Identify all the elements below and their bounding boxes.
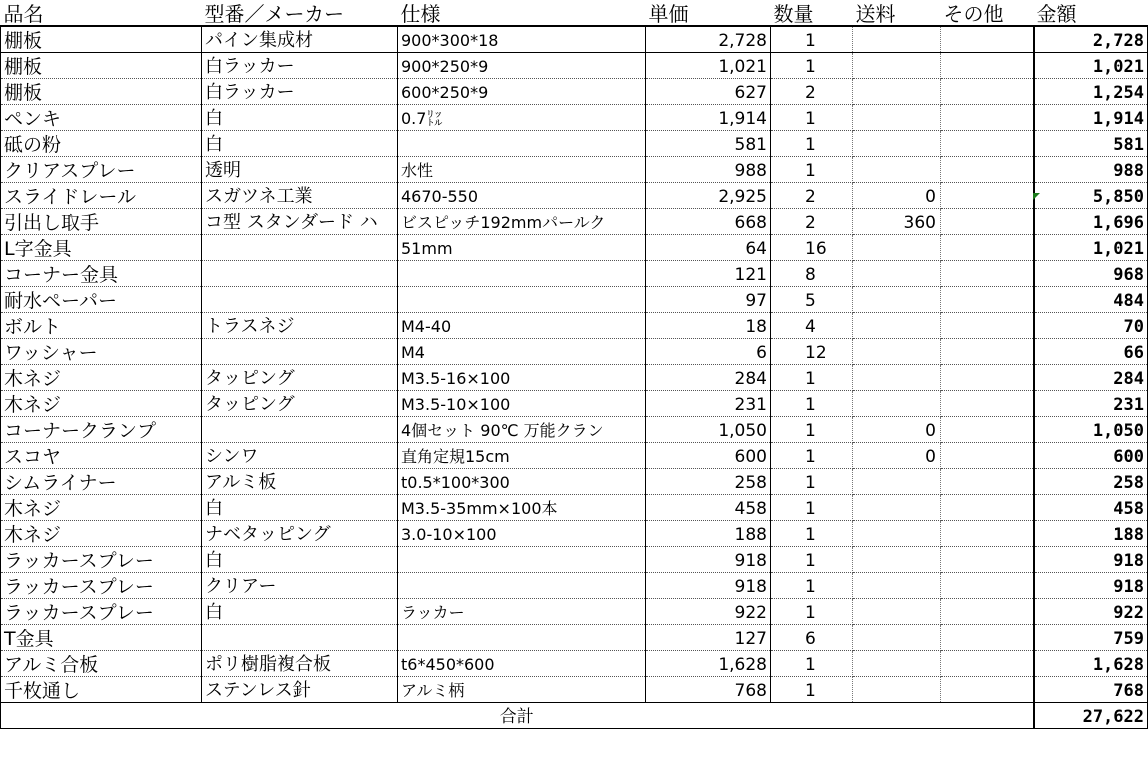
cell-shipping[interactable] [853,53,941,79]
cell-spec[interactable]: ビスピッチ192mmパールク [398,209,646,235]
cell-other[interactable] [941,261,1034,287]
cell-name[interactable]: 木ネジ [1,521,202,547]
cell-model[interactable]: 白 [202,105,398,131]
cell-name[interactable]: コーナー金具 [1,261,202,287]
cell-shipping[interactable] [853,339,941,365]
cell-other[interactable] [941,53,1034,79]
cell-unit-price[interactable]: 988 [646,157,771,183]
cell-amount[interactable]: 918 [1034,547,1148,573]
cell-model[interactable] [202,625,398,651]
cell-unit-price[interactable]: 64 [646,235,771,261]
cell-spec[interactable] [398,547,646,573]
cell-name[interactable]: 砥の粉 [1,131,202,157]
cell-spec[interactable] [398,261,646,287]
cell-other[interactable] [941,365,1034,391]
cell-spec[interactable]: 3.0-10×100 [398,521,646,547]
cell-unit-price[interactable]: 284 [646,365,771,391]
cell-other[interactable] [941,79,1034,105]
cell-unit-price[interactable]: 627 [646,79,771,105]
cell-name[interactable]: 木ネジ [1,495,202,521]
cell-unit-price[interactable]: 97 [646,287,771,313]
cell-spec[interactable] [398,131,646,157]
cell-unit-price[interactable]: 231 [646,391,771,417]
header-other[interactable]: その他 [941,0,1034,26]
cell-qty[interactable]: 1 [771,157,853,183]
cell-spec[interactable]: 51mm [398,235,646,261]
cell-other[interactable] [941,209,1034,235]
cell-other[interactable] [941,547,1034,573]
cell-qty[interactable]: 1 [771,599,853,625]
cell-unit-price[interactable]: 121 [646,261,771,287]
cell-model[interactable]: ナベタッピング [202,521,398,547]
cell-qty[interactable]: 1 [771,443,853,469]
cell-amount[interactable]: 1,021 [1034,53,1148,79]
cell-spec[interactable]: M3.5-10×100 [398,391,646,417]
cell-amount[interactable]: 768 [1034,677,1148,703]
cell-name[interactable]: ワッシャー [1,339,202,365]
cell-spec[interactable]: M4-40 [398,313,646,339]
cell-qty[interactable]: 12 [771,339,853,365]
cell-model[interactable]: ステンレス針 [202,677,398,703]
cell-unit-price[interactable]: 6 [646,339,771,365]
cell-qty[interactable]: 1 [771,53,853,79]
cell-qty[interactable]: 1 [771,365,853,391]
cell-shipping[interactable]: 0 [853,183,941,209]
cell-name[interactable]: 木ネジ [1,391,202,417]
cell-amount[interactable]: 1,628 [1034,651,1148,677]
cell-qty[interactable]: 6 [771,625,853,651]
cell-model[interactable]: 透明 [202,157,398,183]
cell-name[interactable]: ラッカースプレー [1,573,202,599]
cell-qty[interactable]: 1 [771,677,853,703]
cell-qty[interactable]: 5 [771,287,853,313]
cell-name[interactable]: クリアスプレー [1,157,202,183]
cell-name[interactable]: コーナークランプ [1,417,202,443]
cell-unit-price[interactable]: 768 [646,677,771,703]
table-row [1,677,1148,703]
table-row [1,469,1148,495]
cell-spec[interactable] [398,287,646,313]
cell-other[interactable] [941,417,1034,443]
cell-other[interactable] [941,183,1034,209]
cell-spec[interactable]: 600*250*9 [398,79,646,105]
cell-model[interactable]: シンワ [202,443,398,469]
cell-amount[interactable]: 70 [1034,313,1148,339]
cell-other[interactable] [941,651,1034,677]
cell-model[interactable] [202,339,398,365]
cell-shipping[interactable] [853,469,941,495]
cell-model[interactable]: タッピング [202,365,398,391]
cell-comment-marker [1033,193,1040,200]
cell-qty[interactable]: 2 [771,79,853,105]
cell-shipping[interactable] [853,521,941,547]
cell-unit-price[interactable]: 918 [646,573,771,599]
table-row [1,443,1148,469]
cell-shipping[interactable] [853,677,941,703]
cell-name[interactable]: スライドレール [1,183,202,209]
table-row [1,495,1148,521]
cell-unit-price[interactable]: 918 [646,547,771,573]
cell-shipping[interactable] [853,495,941,521]
cell-other[interactable] [941,573,1034,599]
cell-name[interactable]: ラッカースプレー [1,599,202,625]
cell-other[interactable] [941,313,1034,339]
cell-shipping[interactable] [853,235,941,261]
cell-name[interactable]: 引出し取手 [1,209,202,235]
cell-amount[interactable]: 600 [1034,443,1148,469]
table-row [1,183,1148,209]
cell-unit-price[interactable]: 1,914 [646,105,771,131]
cell-amount[interactable]: 581 [1034,131,1148,157]
header-name[interactable]: 品名 [1,0,202,26]
cell-name[interactable]: L字金具 [1,235,202,261]
cell-model[interactable]: スガツネ工業 [202,183,398,209]
cell-spec[interactable]: 直角定規15cm [398,443,646,469]
cell-other[interactable] [941,235,1034,261]
cell-other[interactable] [941,131,1034,157]
table-row [1,235,1148,261]
cell-model[interactable]: コ型 スタンダード ハ [202,209,398,235]
cell-shipping[interactable] [853,599,941,625]
cell-qty[interactable]: 1 [771,391,853,417]
header-qty[interactable]: 数量 [771,0,853,26]
table-body [1,26,1148,703]
header-unit-price[interactable]: 単価 [646,0,771,26]
cell-model[interactable]: トラスネジ [202,313,398,339]
cell-name[interactable]: 棚板 [1,79,202,105]
table-row [1,365,1148,391]
cell-shipping[interactable] [853,261,941,287]
cell-spec[interactable]: アルミ柄 [398,677,646,703]
cell-spec[interactable]: t0.5*100*300 [398,469,646,495]
cell-qty[interactable]: 16 [771,235,853,261]
cell-model[interactable]: クリアー [202,573,398,599]
cell-name[interactable]: ペンキ [1,105,202,131]
cell-model[interactable]: 白 [202,131,398,157]
cell-spec[interactable]: ラッカー [398,599,646,625]
cell-spec[interactable]: M3.5-16×100 [398,365,646,391]
cell-unit-price[interactable]: 668 [646,209,771,235]
table-row [1,287,1148,313]
cell-amount[interactable]: 484 [1034,287,1148,313]
cell-unit-price[interactable]: 922 [646,599,771,625]
cell-name[interactable]: 千枚通し [1,677,202,703]
cell-model[interactable]: 白 [202,495,398,521]
table-row [1,261,1148,287]
cell-shipping[interactable] [853,26,941,53]
cell-name[interactable]: スコヤ [1,443,202,469]
table-row [1,391,1148,417]
cell-model[interactable] [202,417,398,443]
header-amount[interactable]: 金額 [1034,0,1148,26]
cell-unit-price[interactable]: 600 [646,443,771,469]
cell-other[interactable] [941,391,1034,417]
cell-spec[interactable]: t6*450*600 [398,651,646,677]
table-row [1,625,1148,651]
cell-qty[interactable]: 2 [771,183,853,209]
cell-amount[interactable]: 988 [1034,157,1148,183]
cell-shipping[interactable] [853,391,941,417]
cell-name[interactable]: 木ネジ [1,365,202,391]
cell-amount[interactable]: 918 [1034,573,1148,599]
cell-amount[interactable]: 968 [1034,261,1148,287]
cell-name[interactable]: 耐水ペーパー [1,287,202,313]
cell-amount[interactable]: 284 [1034,365,1148,391]
cell-amount[interactable]: 66 [1034,339,1148,365]
cell-model[interactable]: ポリ樹脂複合板 [202,651,398,677]
table-row [1,339,1148,365]
cell-qty[interactable]: 1 [771,469,853,495]
cell-model[interactable]: アルミ板 [202,469,398,495]
table-header [1,0,1148,26]
cell-qty[interactable]: 4 [771,313,853,339]
table-row [1,209,1148,235]
cell-amount[interactable]: 759 [1034,625,1148,651]
table-row [1,157,1148,183]
cell-unit-price[interactable]: 188 [646,521,771,547]
cell-qty[interactable]: 1 [771,547,853,573]
cell-unit-price[interactable]: 1,021 [646,53,771,79]
cell-model[interactable] [202,287,398,313]
cell-amount[interactable]: 922 [1034,599,1148,625]
cell-shipping[interactable] [853,131,941,157]
cell-other[interactable] [941,105,1034,131]
cell-model[interactable] [202,235,398,261]
cell-qty[interactable]: 1 [771,26,853,53]
cell-unit-price[interactable]: 18 [646,313,771,339]
cell-other[interactable] [941,521,1034,547]
table-row [1,651,1148,677]
cell-model[interactable]: 白ラッカー [202,53,398,79]
table-row [1,417,1148,443]
header-model[interactable]: 型番／メーカー [202,0,398,26]
cell-amount[interactable]: 1,050 [1034,417,1148,443]
cell-unit-price[interactable]: 2,728 [646,26,771,53]
cell-amount[interactable]: 2,728 [1034,26,1148,53]
table-row [1,313,1148,339]
cell-qty[interactable]: 1 [771,131,853,157]
cell-spec[interactable]: 900*250*9 [398,53,646,79]
cell-shipping[interactable]: 360 [853,209,941,235]
cell-spec[interactable]: M4 [398,339,646,365]
total-row [1,703,1148,729]
cell-shipping[interactable] [853,157,941,183]
cell-model[interactable]: タッピング [202,391,398,417]
cell-unit-price[interactable]: 127 [646,625,771,651]
table-row [1,79,1148,105]
cell-amount[interactable]: 1,914 [1034,105,1148,131]
cell-other[interactable] [941,26,1034,53]
table-row [1,599,1148,625]
cell-other[interactable] [941,677,1034,703]
cell-shipping[interactable] [853,625,941,651]
cell-amount[interactable]: 5,850 [1034,183,1148,209]
cell-name[interactable]: アルミ合板 [1,651,202,677]
cell-amount[interactable]: 1,021 [1034,235,1148,261]
cell-shipping[interactable] [853,287,941,313]
table-row [1,26,1148,53]
cell-other[interactable] [941,599,1034,625]
cell-name[interactable]: シムライナー [1,469,202,495]
cell-spec[interactable] [398,625,646,651]
cell-amount[interactable]: 1,254 [1034,79,1148,105]
cell-shipping[interactable]: 0 [853,443,941,469]
cell-unit-price[interactable]: 1,628 [646,651,771,677]
header-spec[interactable]: 仕様 [398,0,646,26]
cell-qty[interactable]: 2 [771,209,853,235]
total-value[interactable]: 27,622 [1034,703,1148,729]
cell-other[interactable] [941,443,1034,469]
table-row [1,53,1148,79]
cell-qty[interactable]: 1 [771,495,853,521]
cell-qty[interactable]: 1 [771,651,853,677]
cell-other[interactable] [941,157,1034,183]
header-shipping[interactable]: 送料 [853,0,941,26]
cell-shipping[interactable] [853,365,941,391]
cell-other[interactable] [941,495,1034,521]
cell-name[interactable]: ラッカースプレー [1,547,202,573]
header-row [1,0,1148,26]
cell-unit-price[interactable]: 581 [646,131,771,157]
cell-other[interactable] [941,339,1034,365]
cell-name[interactable]: 棚板 [1,26,202,53]
cell-shipping[interactable] [853,79,941,105]
cell-other[interactable] [941,625,1034,651]
cell-qty[interactable]: 8 [771,261,853,287]
cell-amount[interactable]: 258 [1034,469,1148,495]
total-label[interactable]: 合計 [1,703,1034,729]
cell-amount[interactable]: 458 [1034,495,1148,521]
cell-spec[interactable]: M3.5-35mm×100本 [398,495,646,521]
cell-shipping[interactable] [853,313,941,339]
cell-unit-price[interactable]: 258 [646,469,771,495]
cell-spec[interactable]: 4個セット 90℃ 万能クラン [398,417,646,443]
table-footer [1,703,1148,729]
cell-unit-price[interactable]: 458 [646,495,771,521]
table-row [1,131,1148,157]
cell-spec[interactable]: 0.7㍑ [398,105,646,131]
cell-shipping[interactable]: 0 [853,417,941,443]
cell-model[interactable] [202,261,398,287]
cell-shipping[interactable] [853,105,941,131]
cell-model[interactable]: 白 [202,547,398,573]
cell-qty[interactable]: 1 [771,417,853,443]
cell-other[interactable] [941,287,1034,313]
cell-qty[interactable]: 1 [771,521,853,547]
cell-unit-price[interactable]: 1,050 [646,417,771,443]
cell-shipping[interactable] [853,547,941,573]
cell-amount[interactable]: 231 [1034,391,1148,417]
cell-model[interactable]: 白ラッカー [202,79,398,105]
cell-model[interactable]: 白 [202,599,398,625]
cell-name[interactable]: T金具 [1,625,202,651]
table-row [1,547,1148,573]
cell-unit-price[interactable]: 2,925 [646,183,771,209]
cell-spec[interactable] [398,573,646,599]
cell-model[interactable]: パイン集成材 [202,26,398,53]
cell-shipping[interactable] [853,651,941,677]
cell-name[interactable]: ボルト [1,313,202,339]
table-row [1,573,1148,599]
cell-spec[interactable]: 900*300*18 [398,26,646,53]
cell-qty[interactable]: 1 [771,105,853,131]
cell-shipping[interactable] [853,573,941,599]
cell-other[interactable] [941,469,1034,495]
cell-spec[interactable]: 水性 [398,157,646,183]
cell-name[interactable]: 棚板 [1,53,202,79]
cell-amount[interactable]: 188 [1034,521,1148,547]
cell-spec[interactable]: 4670-550 [398,183,646,209]
table-row [1,521,1148,547]
table-row [1,105,1148,131]
cell-qty[interactable]: 1 [771,573,853,599]
cell-amount[interactable]: 1,696 [1034,209,1148,235]
